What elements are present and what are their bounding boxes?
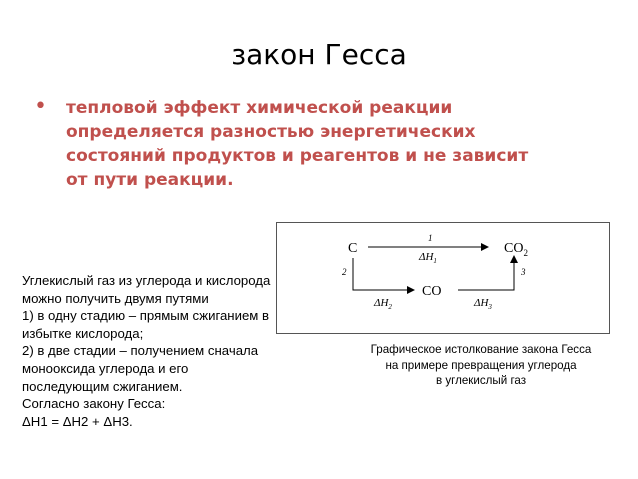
dh3-label: $\Delta H_3$	[474, 297, 492, 311]
diagram-caption	[336, 342, 626, 389]
explanation-line: 1) в одну стадию – прямым сжиганием в	[22, 308, 270, 324]
bullet-dot-icon: •	[34, 94, 47, 119]
arrow-step3	[458, 256, 514, 290]
slide-title: закон Гесса	[231, 38, 407, 71]
explanation-line: последующим сжиганием.	[22, 378, 183, 394]
step2-label: 2	[342, 267, 347, 277]
hess-cycle-diagram	[276, 222, 610, 334]
explanation-line: Согласно закону Гесса:	[22, 396, 166, 412]
bullet-text: тепловой эффект химической реакции определяется разностью энергетических состояний продуктов и реагентов и не зависит от пути реакции.	[66, 98, 529, 190]
step1-label: 1	[428, 233, 433, 243]
explanation-line: 2) в две стадии – получением сначала	[22, 343, 259, 359]
species-co2: $CO_2$	[504, 241, 528, 258]
species-c: C	[348, 241, 358, 256]
explanation-line: можно получить двумя путями	[22, 290, 209, 306]
step3-label: 3	[521, 267, 526, 277]
dh2-label: $\Delta H_2$	[374, 297, 392, 311]
caption-line: в углекислый газ	[435, 374, 527, 388]
caption-line: на примере превращения углерода	[385, 358, 577, 372]
species-co: CO	[422, 284, 442, 299]
explanation-line: Углекислый газ из углерода и кислорода	[22, 273, 271, 288]
explanation-line: ΔH1 = ΔH2 + ΔH3.	[22, 413, 133, 429]
arrow-step2	[353, 258, 414, 290]
dh1-label: $\Delta H_1$	[419, 251, 437, 265]
diagram-frame	[277, 223, 610, 334]
explanation-line: монооксида углерода и его	[22, 360, 189, 376]
caption-line: Графическое истолкование закона Гесса	[370, 343, 592, 356]
explanation-line: избытке кислорода;	[22, 325, 144, 341]
